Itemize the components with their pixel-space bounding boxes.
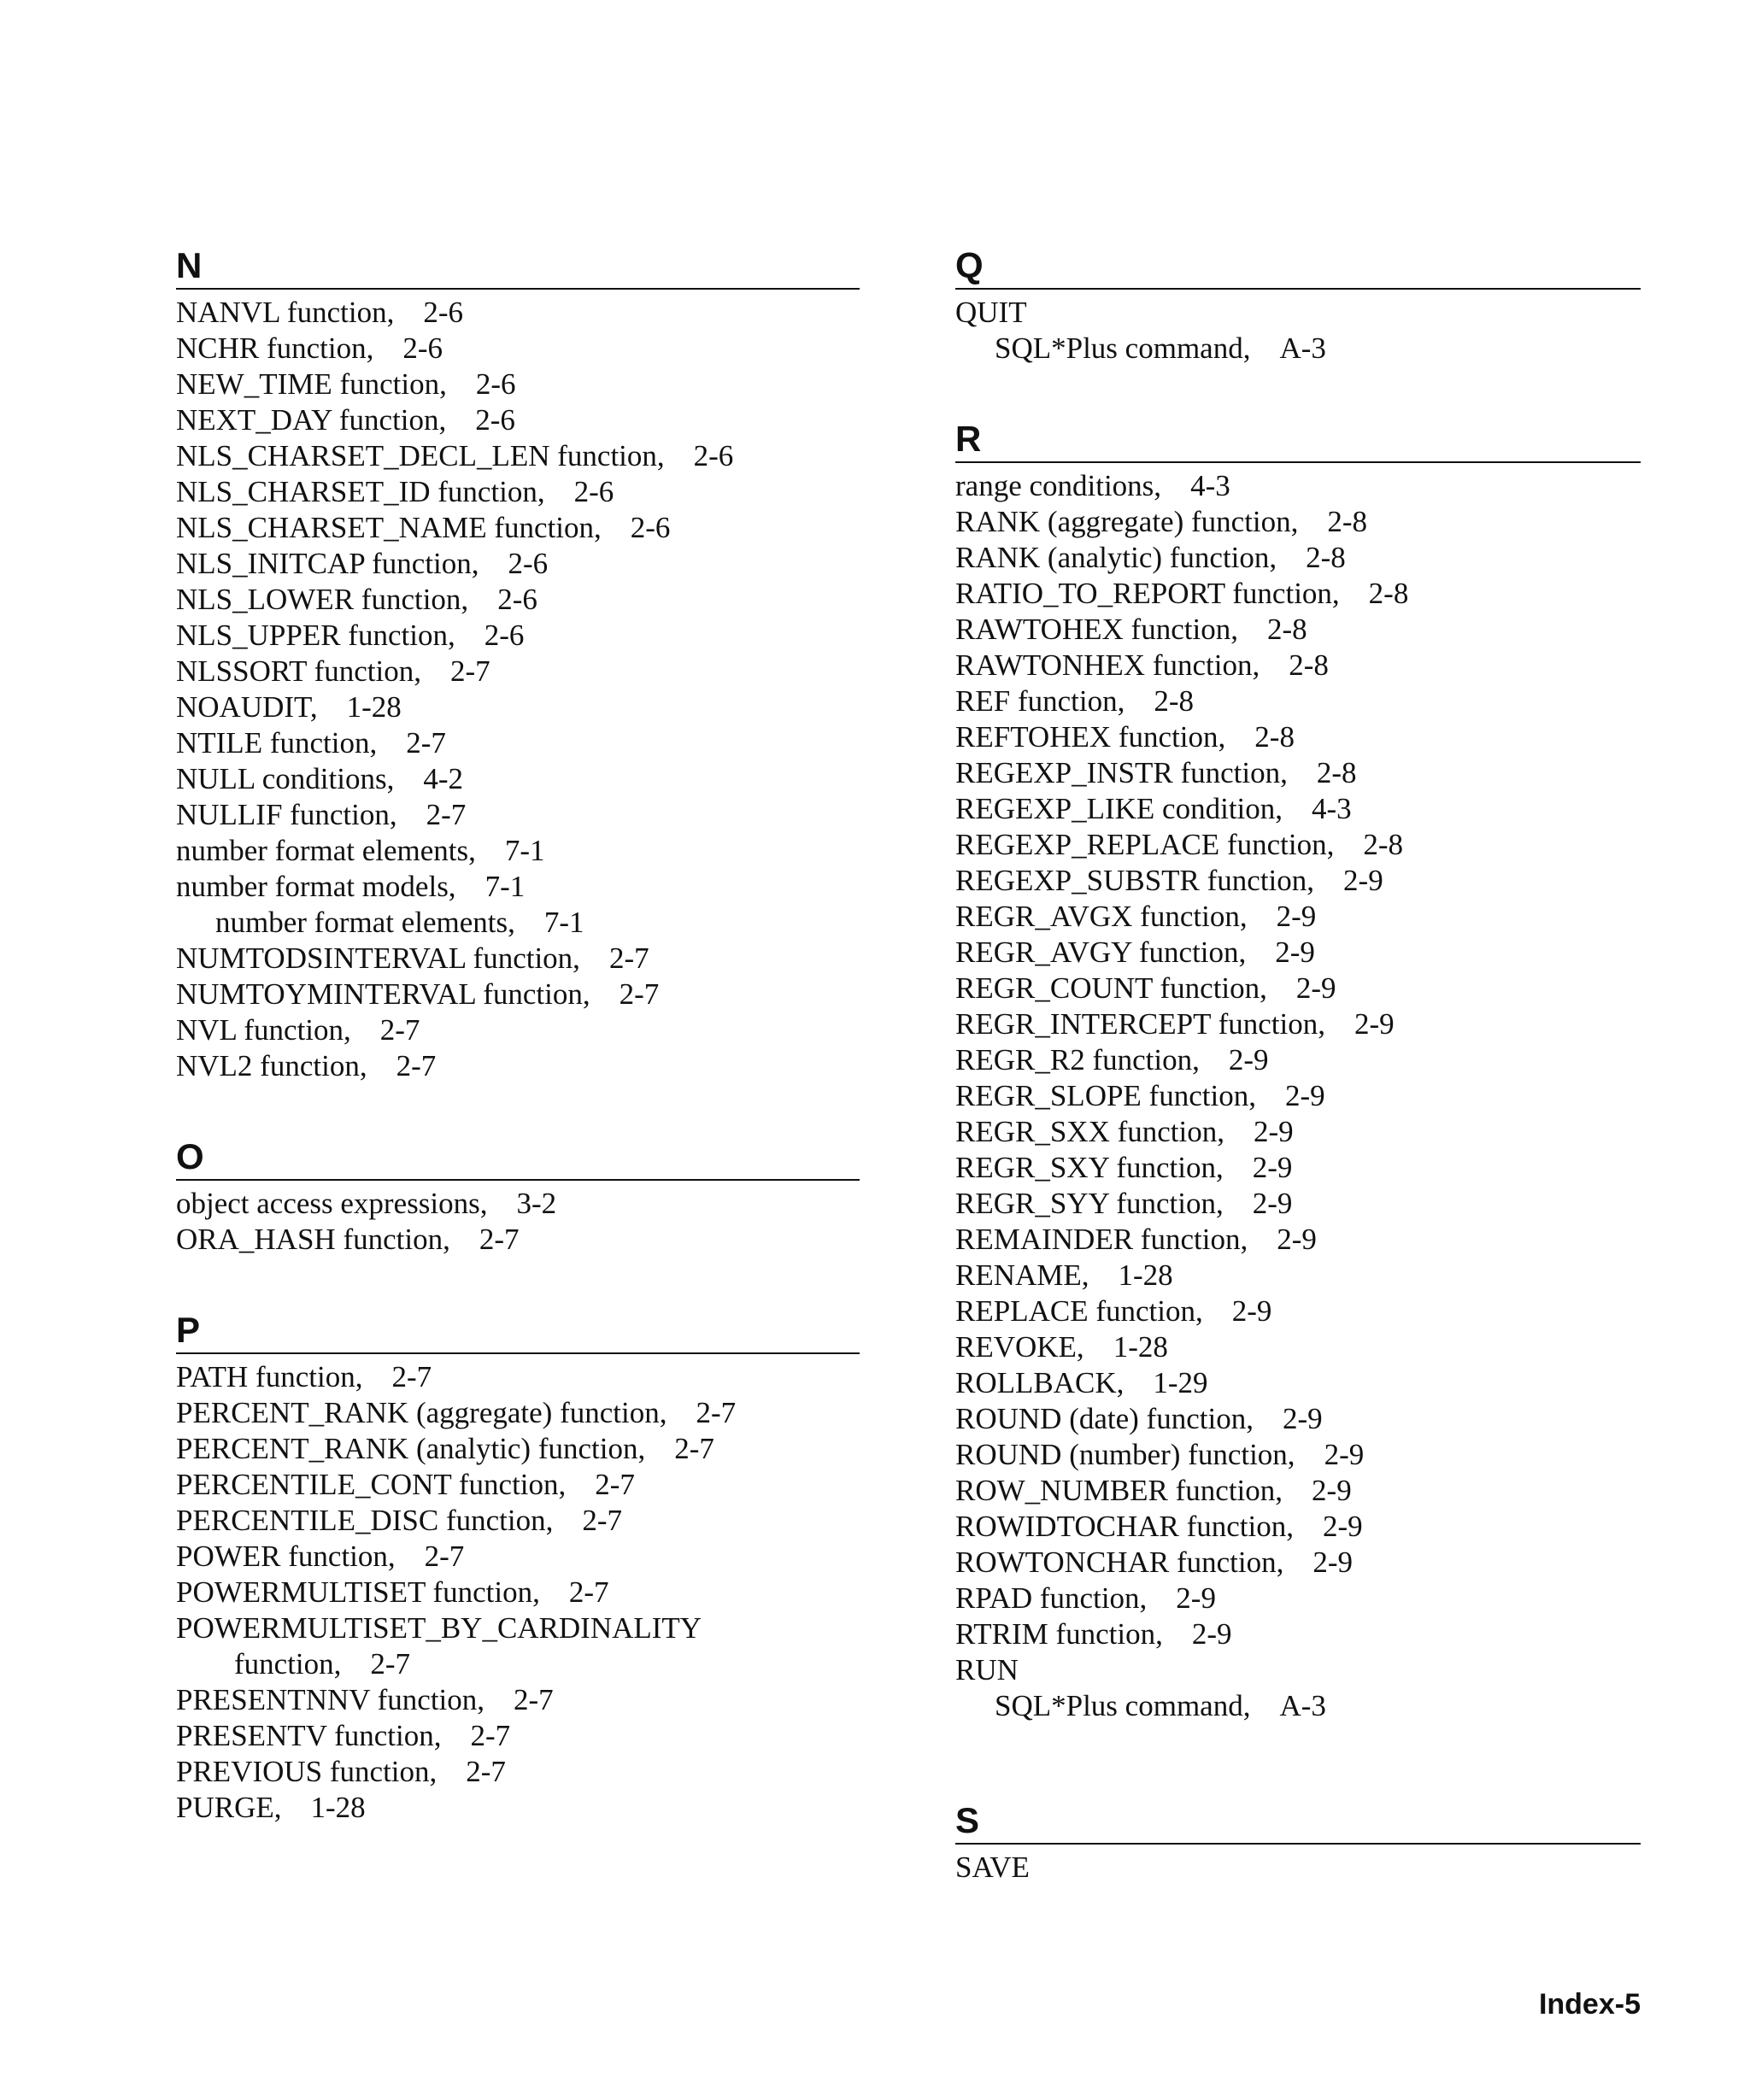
index-term: NEW_TIME function, bbox=[176, 367, 447, 401]
entry-list bbox=[955, 1850, 1641, 1886]
page-reference: 2-6 bbox=[423, 296, 463, 329]
index-term: function, bbox=[234, 1647, 342, 1681]
index-entry bbox=[955, 540, 1641, 576]
index-term: PERCENT_RANK (aggregate) function, bbox=[176, 1396, 667, 1429]
index-term: REVOKE, bbox=[955, 1330, 1084, 1364]
page-reference: 2-9 bbox=[1284, 1079, 1325, 1112]
page-reference: 7-1 bbox=[543, 906, 584, 939]
page-reference: 2-6 bbox=[630, 511, 671, 544]
page-reference: 2-7 bbox=[450, 654, 490, 688]
index-term: NULLIF function, bbox=[176, 798, 397, 831]
index-term: number format elements, bbox=[176, 834, 476, 867]
index-entry bbox=[176, 1646, 860, 1682]
page-reference: 2-9 bbox=[1228, 1043, 1269, 1076]
index-term: REPLACE function, bbox=[955, 1294, 1203, 1328]
page-reference: 2-6 bbox=[693, 439, 734, 472]
index-term: RANK (aggregate) function, bbox=[955, 505, 1299, 538]
page-reference: 2-9 bbox=[1254, 1115, 1294, 1148]
index-entry bbox=[176, 1222, 860, 1258]
index-entry bbox=[955, 504, 1641, 540]
page-reference: 2-7 bbox=[619, 977, 660, 1011]
page-reference: 2-8 bbox=[1254, 720, 1295, 754]
page-reference: 2-9 bbox=[1354, 1007, 1395, 1041]
index-section-n bbox=[176, 245, 860, 1084]
index-term: POWER function, bbox=[176, 1540, 396, 1573]
index-term: NLS_UPPER function, bbox=[176, 619, 455, 652]
index-term: QUIT bbox=[955, 296, 1027, 329]
index-term: REFTOHEX function, bbox=[955, 720, 1226, 754]
index-entry bbox=[176, 582, 860, 618]
index-entry bbox=[955, 1186, 1641, 1222]
index-entry bbox=[176, 833, 860, 869]
index-term: SQL*Plus command, bbox=[995, 331, 1251, 365]
index-term: REGR_INTERCEPT function, bbox=[955, 1007, 1325, 1041]
section-letter: O bbox=[176, 1136, 204, 1176]
index-section-o bbox=[176, 1136, 860, 1258]
page-reference: 2-8 bbox=[1266, 613, 1307, 646]
index-entry bbox=[176, 1539, 860, 1575]
page-reference: 2-9 bbox=[1282, 1402, 1323, 1435]
index-term: NANVL function, bbox=[176, 296, 395, 329]
index-entry bbox=[176, 1395, 860, 1431]
index-term: REF function, bbox=[955, 684, 1125, 718]
page-reference: 2-9 bbox=[1252, 1187, 1293, 1220]
index-entry bbox=[176, 1186, 860, 1222]
index-entry bbox=[955, 1222, 1641, 1258]
index-term: RAWTOHEX function, bbox=[955, 613, 1238, 646]
index-entry bbox=[176, 1012, 860, 1048]
index-term: PERCENT_RANK (analytic) function, bbox=[176, 1432, 646, 1465]
page-reference: 2-7 bbox=[479, 1223, 520, 1256]
index-term: RTRIM function, bbox=[955, 1617, 1163, 1651]
section-rule bbox=[176, 288, 860, 290]
page-reference: 2-7 bbox=[406, 726, 446, 760]
page-reference: 2-7 bbox=[424, 1540, 465, 1573]
page-reference: 2-6 bbox=[497, 583, 537, 616]
index-term: PERCENTILE_CONT function, bbox=[176, 1468, 567, 1501]
page-reference: 2-8 bbox=[1363, 828, 1403, 861]
page-reference: 2-9 bbox=[1323, 1510, 1363, 1543]
index-entry bbox=[955, 468, 1641, 504]
index-term: REMAINDER function, bbox=[955, 1223, 1248, 1256]
index-entry bbox=[176, 1048, 860, 1084]
index-term: RAWTONHEX function, bbox=[955, 648, 1260, 682]
index-entry bbox=[176, 941, 860, 977]
index-term: NUMTODSINTERVAL function, bbox=[176, 941, 580, 975]
index-entry bbox=[955, 1545, 1641, 1581]
index-term: RENAME, bbox=[955, 1258, 1089, 1292]
page-reference: 2-8 bbox=[1368, 577, 1409, 610]
index-section-p bbox=[176, 1310, 860, 1826]
index-entry bbox=[955, 1365, 1641, 1401]
page-reference: 2-7 bbox=[470, 1719, 511, 1752]
index-entry bbox=[176, 1467, 860, 1503]
index-term: REGR_AVGX function, bbox=[955, 900, 1248, 933]
index-entry bbox=[955, 1114, 1641, 1150]
index-term: NLS_LOWER function, bbox=[176, 583, 469, 616]
index-term: REGR_SYY function, bbox=[955, 1187, 1224, 1220]
page-reference: A-3 bbox=[1279, 1689, 1326, 1722]
index-term: NOAUDIT, bbox=[176, 690, 318, 724]
index-entry bbox=[955, 1616, 1641, 1652]
index-term: ROUND (date) function, bbox=[955, 1402, 1254, 1435]
index-entry bbox=[955, 863, 1641, 899]
index-entry bbox=[955, 1258, 1641, 1293]
page-reference: 4-3 bbox=[1312, 792, 1352, 825]
index-entry bbox=[955, 1150, 1641, 1186]
index-term: ROW_NUMBER function, bbox=[955, 1474, 1283, 1507]
index-entry bbox=[955, 1401, 1641, 1437]
index-section-r bbox=[955, 419, 1641, 1724]
index-term: NTILE function, bbox=[176, 726, 378, 760]
page-reference: 2-9 bbox=[1276, 900, 1317, 933]
index-entry bbox=[955, 791, 1641, 827]
index-entry bbox=[176, 1682, 860, 1718]
index-term: PREVIOUS function, bbox=[176, 1755, 438, 1788]
index-term: object access expressions, bbox=[176, 1187, 488, 1220]
index-entry bbox=[955, 1006, 1641, 1042]
index-entry bbox=[955, 1329, 1641, 1365]
entry-list bbox=[955, 468, 1641, 1724]
page-reference: 2-6 bbox=[508, 547, 549, 580]
page-reference: 1-28 bbox=[346, 690, 402, 724]
index-term: REGEXP_INSTR function, bbox=[955, 756, 1288, 789]
index-entry bbox=[955, 576, 1641, 612]
index-entry bbox=[955, 648, 1641, 683]
index-term: POWERMULTISET function, bbox=[176, 1575, 540, 1609]
page-reference: 2-6 bbox=[475, 403, 515, 437]
page-reference: 1-28 bbox=[1118, 1258, 1173, 1292]
index-entry bbox=[176, 1718, 860, 1754]
index-entry bbox=[176, 1754, 860, 1790]
index-entry bbox=[955, 755, 1641, 791]
index-entry bbox=[955, 1042, 1641, 1078]
index-entry bbox=[955, 971, 1641, 1006]
page-reference: 7-1 bbox=[504, 834, 545, 867]
page-reference: 2-7 bbox=[370, 1647, 411, 1681]
page-reference: 2-6 bbox=[484, 619, 525, 652]
index-entry bbox=[176, 1359, 860, 1395]
index-term: ROWIDTOCHAR function, bbox=[955, 1510, 1294, 1543]
section-letter: S bbox=[955, 1800, 980, 1840]
entry-list bbox=[176, 295, 860, 1084]
index-term: NLS_CHARSET_DECL_LEN function, bbox=[176, 439, 665, 472]
index-term: NCHR function, bbox=[176, 331, 374, 365]
index-entry bbox=[176, 510, 860, 546]
index-entry bbox=[176, 618, 860, 654]
page-reference: 2-8 bbox=[1316, 756, 1357, 789]
index-term: REGR_COUNT function, bbox=[955, 971, 1267, 1005]
index-entry bbox=[176, 331, 860, 367]
page-reference: 4-3 bbox=[1190, 469, 1230, 502]
page-reference: 2-9 bbox=[1231, 1294, 1272, 1328]
page-reference: 2-9 bbox=[1252, 1151, 1293, 1184]
index-entry bbox=[176, 367, 860, 402]
index-term: ROWTONCHAR function, bbox=[955, 1546, 1284, 1579]
index-term: RUN bbox=[955, 1653, 1019, 1686]
page-reference: 2-9 bbox=[1343, 864, 1383, 897]
index-term: NLS_CHARSET_NAME function, bbox=[176, 511, 602, 544]
page-reference: 1-28 bbox=[1113, 1330, 1168, 1364]
index-term: NLS_INITCAP function, bbox=[176, 547, 479, 580]
index-term: number format models, bbox=[176, 870, 456, 903]
index-entry bbox=[176, 761, 860, 797]
page-reference: 2-7 bbox=[379, 1013, 420, 1047]
index-entry bbox=[176, 1431, 860, 1467]
index-term: PURGE, bbox=[176, 1791, 282, 1824]
index-term: REGR_AVGY function, bbox=[955, 936, 1247, 969]
page-reference: 2-6 bbox=[475, 367, 516, 401]
page-reference: 2-7 bbox=[696, 1396, 737, 1429]
page-reference: 2-8 bbox=[1154, 684, 1194, 718]
index-term: ROLLBACK, bbox=[955, 1366, 1125, 1399]
page-reference: 2-9 bbox=[1191, 1617, 1232, 1651]
entry-list bbox=[176, 1359, 860, 1826]
page-reference: 2-6 bbox=[402, 331, 443, 365]
index-entry bbox=[955, 295, 1641, 331]
page-reference: 2-9 bbox=[1324, 1438, 1365, 1471]
page-reference: 1-29 bbox=[1153, 1366, 1208, 1399]
index-entry bbox=[955, 331, 1641, 367]
index-entry bbox=[176, 546, 860, 582]
section-rule bbox=[176, 1179, 860, 1181]
index-term: PATH function, bbox=[176, 1360, 363, 1393]
page-reference: 2-9 bbox=[1295, 971, 1336, 1005]
index-term: range conditions, bbox=[955, 469, 1162, 502]
index-term: NUMTOYMINTERVAL function, bbox=[176, 977, 590, 1011]
page-reference: 2-7 bbox=[396, 1049, 437, 1082]
index-term: REGR_SLOPE function, bbox=[955, 1079, 1256, 1112]
index-term: NEXT_DAY function, bbox=[176, 403, 447, 437]
index-term: REGEXP_REPLACE function, bbox=[955, 828, 1335, 861]
index-term: REGEXP_SUBSTR function, bbox=[955, 864, 1315, 897]
index-entry bbox=[955, 1293, 1641, 1329]
index-entry bbox=[955, 1473, 1641, 1509]
index-term: RANK (analytic) function, bbox=[955, 541, 1277, 574]
page-reference: 2-7 bbox=[608, 941, 649, 975]
index-entry bbox=[955, 1509, 1641, 1545]
index-entry bbox=[955, 683, 1641, 719]
index-term: REGR_SXY function, bbox=[955, 1151, 1224, 1184]
page-reference: 2-7 bbox=[466, 1755, 506, 1788]
index-entry bbox=[176, 869, 860, 905]
index-term: SQL*Plus command, bbox=[995, 1689, 1251, 1722]
page-reference: 2-7 bbox=[391, 1360, 432, 1393]
index-term: REGR_R2 function, bbox=[955, 1043, 1200, 1076]
index-entry bbox=[176, 797, 860, 833]
index-term: ROUND (number) function, bbox=[955, 1438, 1295, 1471]
page-reference: 2-9 bbox=[1275, 936, 1315, 969]
index-entry bbox=[176, 1610, 860, 1646]
index-term: ORA_HASH function, bbox=[176, 1223, 450, 1256]
section-rule bbox=[176, 1352, 860, 1354]
index-entry bbox=[176, 689, 860, 725]
index-entry bbox=[955, 1850, 1641, 1886]
index-term: SAVE bbox=[955, 1851, 1030, 1884]
page-reference: 1-28 bbox=[310, 1791, 366, 1824]
index-term: NLSSORT function, bbox=[176, 654, 421, 688]
index-term: NULL conditions, bbox=[176, 762, 395, 795]
entry-list bbox=[176, 1186, 860, 1258]
index-entry bbox=[176, 725, 860, 761]
page-reference: 2-8 bbox=[1327, 505, 1368, 538]
section-letter: N bbox=[176, 245, 203, 285]
section-letter: P bbox=[176, 1310, 201, 1350]
page-reference: 2-7 bbox=[674, 1432, 714, 1465]
index-term: RPAD function, bbox=[955, 1581, 1148, 1615]
index-entry bbox=[955, 1581, 1641, 1616]
page-reference: 2-8 bbox=[1306, 541, 1346, 574]
section-rule bbox=[955, 461, 1641, 463]
index-entry bbox=[955, 1437, 1641, 1473]
page-reference: 2-7 bbox=[595, 1468, 635, 1501]
index-term: NVL2 function, bbox=[176, 1049, 367, 1082]
page-reference: 2-8 bbox=[1289, 648, 1329, 682]
index-section-q bbox=[955, 245, 1641, 367]
index-entry bbox=[955, 1078, 1641, 1114]
page-reference: 2-7 bbox=[582, 1504, 623, 1537]
index-entry bbox=[955, 899, 1641, 935]
section-letter: R bbox=[955, 419, 982, 459]
section-rule bbox=[955, 288, 1641, 290]
index-term: number format elements, bbox=[215, 906, 515, 939]
page-folio: Index-5 bbox=[1538, 1988, 1641, 2021]
index-entry bbox=[955, 1652, 1641, 1688]
page-reference: 2-7 bbox=[426, 798, 467, 831]
index-entry bbox=[955, 935, 1641, 971]
index-term: RATIO_TO_REPORT function, bbox=[955, 577, 1340, 610]
index-term: PRESENTV function, bbox=[176, 1719, 442, 1752]
index-entry bbox=[955, 719, 1641, 755]
index-entry bbox=[176, 977, 860, 1012]
page-reference: 7-1 bbox=[484, 870, 526, 903]
section-rule bbox=[955, 1843, 1641, 1845]
index-term: POWERMULTISET_BY_CARDINALITY bbox=[176, 1611, 702, 1645]
index-term: REGR_SXX function, bbox=[955, 1115, 1224, 1148]
index-entry bbox=[176, 402, 860, 438]
index-term: NLS_CHARSET_ID function, bbox=[176, 475, 545, 508]
index-entry bbox=[955, 612, 1641, 648]
section-letter: Q bbox=[955, 245, 984, 285]
index-entry bbox=[176, 474, 860, 510]
page-reference: 2-7 bbox=[514, 1683, 554, 1716]
index-entry bbox=[955, 1688, 1641, 1724]
index-entry bbox=[955, 827, 1641, 863]
index-term: PERCENTILE_DISC function, bbox=[176, 1504, 554, 1537]
index-entry bbox=[176, 654, 860, 689]
index-entry bbox=[176, 1503, 860, 1539]
page-reference: 2-9 bbox=[1277, 1223, 1317, 1256]
index-entry bbox=[176, 438, 860, 474]
index-entry bbox=[176, 1790, 860, 1826]
index-entry bbox=[176, 1575, 860, 1610]
page-reference: A-3 bbox=[1279, 331, 1326, 365]
index-term: REGEXP_LIKE condition, bbox=[955, 792, 1283, 825]
page-reference: 2-9 bbox=[1176, 1581, 1216, 1615]
index-term: NVL function, bbox=[176, 1013, 351, 1047]
page-reference: 2-9 bbox=[1312, 1546, 1353, 1579]
page-reference: 3-2 bbox=[516, 1187, 557, 1220]
index-term: PRESENTNNV function, bbox=[176, 1683, 485, 1716]
index-entry bbox=[176, 905, 860, 941]
index-entry bbox=[176, 295, 860, 331]
page-reference: 2-6 bbox=[573, 475, 614, 508]
page-reference: 2-9 bbox=[1312, 1474, 1352, 1507]
index-section-s bbox=[955, 1800, 1641, 1886]
page-reference: 4-2 bbox=[423, 762, 463, 795]
entry-list bbox=[955, 295, 1641, 367]
page-reference: 2-7 bbox=[568, 1575, 609, 1609]
